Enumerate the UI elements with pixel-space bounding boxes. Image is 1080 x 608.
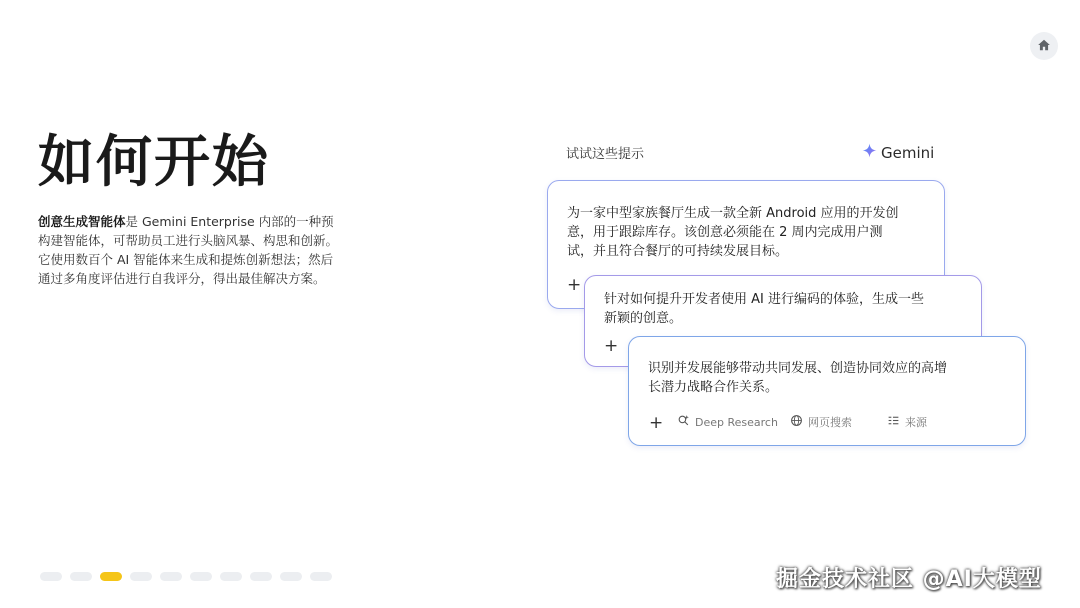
watermark: 掘金技术社区 @AI大模型 bbox=[776, 567, 1042, 592]
deep-research-icon bbox=[677, 414, 690, 430]
add-icon[interactable]: + bbox=[567, 275, 582, 295]
add-icon[interactable]: + bbox=[604, 336, 619, 356]
gemini-sparkle-icon bbox=[862, 143, 877, 162]
prompt-card-text: 识别并发展能够带动共同发展、创造协同效应的高增长潜力战略合作关系。 bbox=[648, 361, 948, 395]
add-icon[interactable]: + bbox=[649, 413, 664, 433]
pagination-dot[interactable] bbox=[190, 572, 212, 581]
home-icon bbox=[1037, 37, 1051, 56]
pagination-dot-active[interactable] bbox=[100, 572, 122, 581]
prompt-card[interactable] bbox=[628, 336, 1026, 446]
slide-pagination bbox=[40, 572, 332, 581]
gemini-brand-label: Gemini bbox=[881, 143, 935, 162]
pagination-dot[interactable] bbox=[220, 572, 242, 581]
prompt-card-text: 针对如何提升开发者使用 AI 进行编码的体验，生成一些新颖的创意。 bbox=[604, 292, 924, 326]
page-description bbox=[38, 212, 338, 288]
gemini-brand bbox=[862, 143, 934, 162]
pagination-dot[interactable] bbox=[70, 572, 92, 581]
description-text: 是 Gemini Enterprise 内部的一种预构建智能体，可帮助员工进行头脑风暴、构思和创新。它使用数百个 AI 智能体来生成和提炼创新想法；然后通过多角度评估进行自我评分，得出最佳解决方案。 bbox=[38, 214, 339, 286]
web-search-label: 网页搜索 bbox=[808, 416, 852, 429]
prompt-card-text: 为一家中型家族餐厅生成一款全新 Android 应用的开发创意，用于跟踪库存。该创意必须能在 2 周内完成用户测试，并且符合餐厅的可持续发展目标。 bbox=[567, 206, 899, 259]
pagination-dot[interactable] bbox=[130, 572, 152, 581]
home-button[interactable] bbox=[1030, 32, 1058, 60]
page-title: 如何开始 bbox=[38, 130, 270, 195]
pagination-dot[interactable] bbox=[250, 572, 272, 581]
sources-icon bbox=[887, 414, 900, 430]
sources-label: 来源 bbox=[905, 416, 927, 429]
pagination-dot[interactable] bbox=[310, 572, 332, 581]
sources-button[interactable] bbox=[887, 414, 927, 430]
web-search-button[interactable] bbox=[790, 414, 852, 430]
description-highlight: 创意生成智能体 bbox=[38, 214, 126, 229]
deep-research-label: Deep Research bbox=[695, 415, 778, 429]
pagination-dot[interactable] bbox=[40, 572, 62, 581]
globe-icon bbox=[790, 414, 803, 430]
deep-research-button[interactable] bbox=[677, 414, 778, 430]
prompts-label: 试试这些提示 bbox=[566, 147, 645, 162]
pagination-dot[interactable] bbox=[280, 572, 302, 581]
pagination-dot[interactable] bbox=[160, 572, 182, 581]
